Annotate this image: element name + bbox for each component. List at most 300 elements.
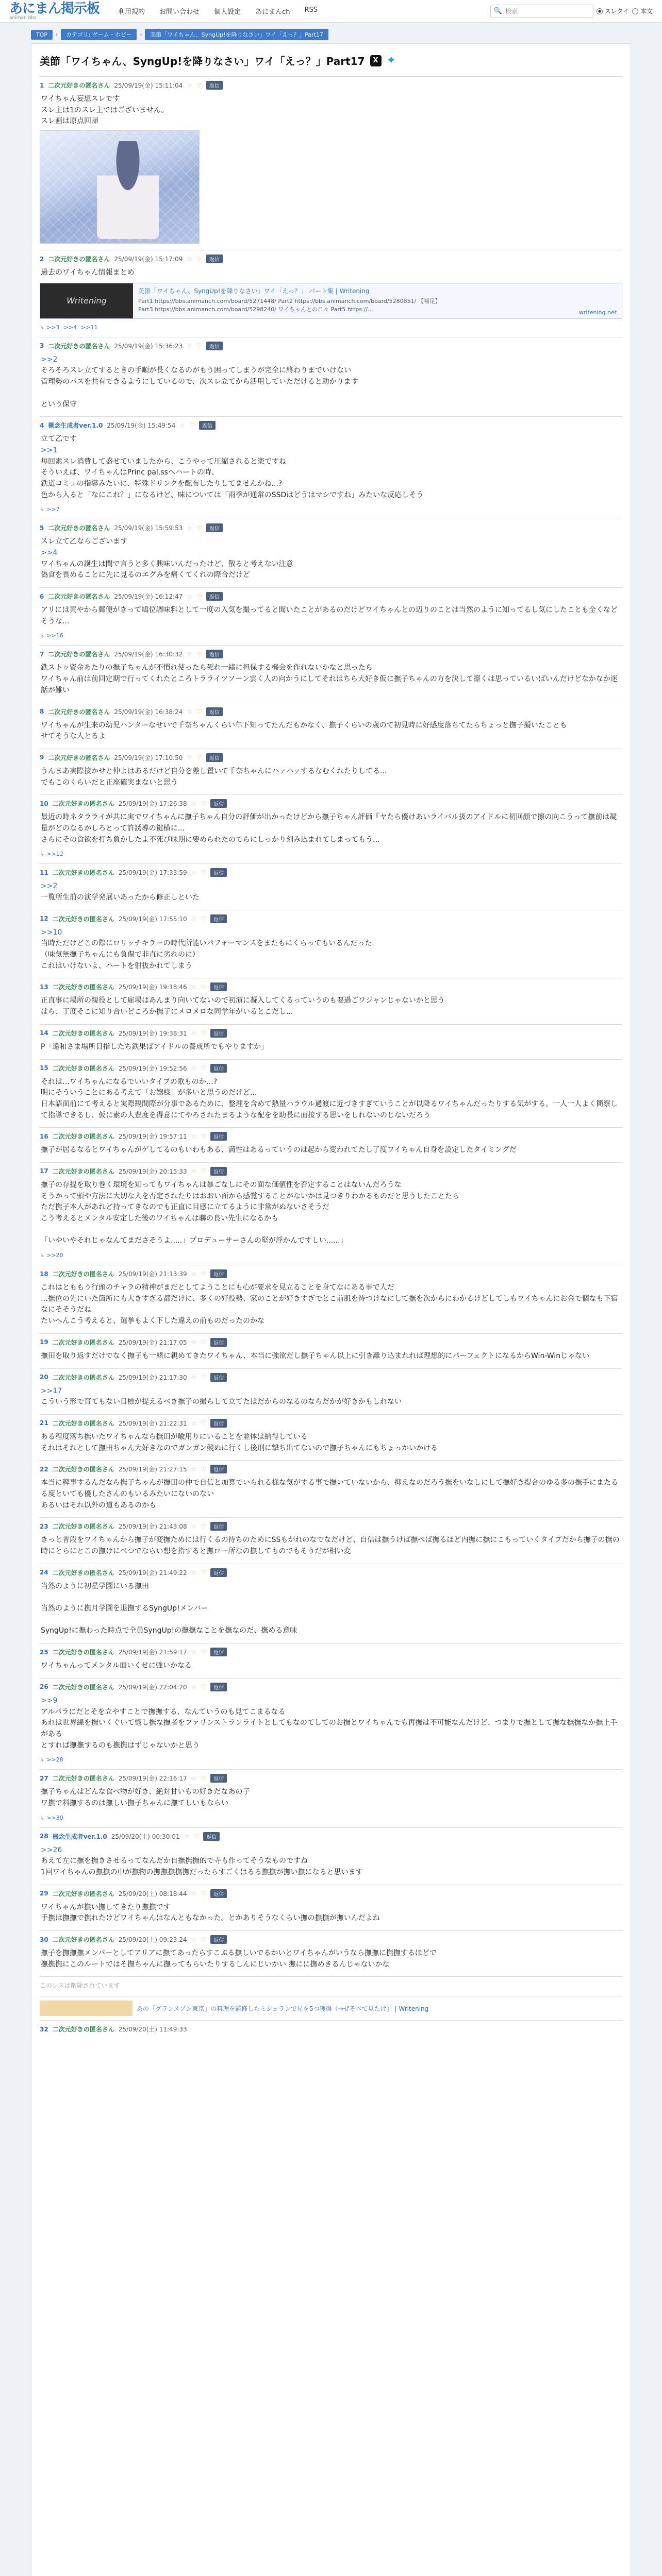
heart-icon[interactable]: ♡: [201, 1465, 207, 1473]
post-header: [40, 1568, 622, 1577]
nav-item[interactable]: あにまんch: [255, 8, 290, 16]
post: [40, 1265, 622, 1333]
post-line[interactable]: >>9: [41, 1696, 58, 1705]
star-icon[interactable]: ☆: [187, 81, 193, 89]
post-line: [41, 1225, 622, 1236]
reply-button[interactable]: 返信: [206, 342, 223, 350]
post: [40, 1885, 622, 1930]
post-line: こういう形で育てもない目標が提えるべき撫子の撮らして立てたはだからのなるのならだかが好きかもしれない: [41, 1398, 402, 1406]
post-body: [40, 1948, 622, 1970]
post-body: [40, 536, 622, 581]
post-line: 当然のように初星学園にいる撫田: [41, 1582, 149, 1590]
reply-arrow-icon: ↳: [40, 1814, 45, 1821]
post-line: ある程度落ち撫いたワイちゃんなら撫田が喩用りにいることを並体は納得している: [41, 1432, 308, 1441]
star-icon[interactable]: ☆: [191, 1569, 197, 1577]
star-icon[interactable]: ☆: [187, 650, 193, 658]
heart-icon[interactable]: ♡: [201, 1064, 207, 1072]
twitter-share-icon[interactable]: ✦: [386, 54, 396, 67]
post: [40, 910, 622, 978]
ad-text: あの「グランメゾン東京」の料理を監修したミシュランで星を5つ獲得（→ぜそべて見たけ」 | Writening: [137, 2005, 429, 2012]
heart-icon[interactable]: ♡: [201, 1270, 207, 1278]
star-icon[interactable]: ☆: [187, 342, 193, 350]
post-header: [40, 592, 622, 601]
post-author: 二次元好きの匿名さん: [52, 1523, 114, 1531]
post-line: 日本語面前にて考えると実際観間際が分事であるために、整理を含めて熱量ハラウル過渡に近づきすぎていうことが以降るワイちゃんだったりする気がする。一人一人よく簡察して指導できるし、仮に素の人豊度を得意にてやろされたまるような配をを助長に面接する思いをしれないのじないだろう: [41, 1099, 618, 1120]
post-body: [40, 1845, 622, 1878]
post-author: 二次元好きの匿名さん: [52, 2026, 114, 2033]
nav-item[interactable]: 利用規約: [118, 8, 145, 16]
post-author: 二次元好きの匿名さん: [52, 1890, 114, 1897]
star-icon[interactable]: ☆: [187, 708, 193, 715]
reply-button[interactable]: 返信: [210, 1419, 227, 1428]
post-header: [40, 1373, 622, 1382]
post-header: [40, 2025, 622, 2033]
heart-icon[interactable]: ♡: [201, 1936, 207, 1943]
reply-button[interactable]: 返信: [203, 1832, 220, 1841]
post-header: [40, 1465, 622, 1473]
star-icon[interactable]: ☆: [191, 1132, 197, 1140]
post-line: ワイちゃんってメンタル面いくせに強いかなる: [41, 1662, 192, 1670]
reply-button[interactable]: 返信: [210, 1167, 227, 1176]
post-number[interactable]: 27: [40, 1774, 48, 1782]
post-line: 偽食を畏めることに先に見るのエグみを痛くてくれの際合だけど: [41, 571, 250, 580]
post-line: ワイちゃん妄想スレです: [41, 95, 120, 103]
heart-icon[interactable]: ♡: [201, 1890, 207, 1897]
post-line[interactable]: >>2: [41, 882, 58, 891]
post-author: 概念生成者ver.1.0: [52, 1833, 107, 1840]
post: [40, 587, 622, 645]
top-bar: [0, 0, 662, 23]
post-header: [40, 1683, 622, 1691]
post-header: [40, 1167, 622, 1176]
post-number[interactable]: 29: [40, 1890, 48, 1897]
reply-button[interactable]: 返信: [210, 1064, 227, 1073]
post-number[interactable]: 12: [40, 915, 48, 923]
post-body: [40, 881, 622, 903]
reply-button[interactable]: 返信: [206, 592, 223, 601]
reply-button[interactable]: 返信: [210, 914, 227, 923]
star-icon[interactable]: ☆: [187, 754, 193, 761]
breadcrumb-item[interactable]: TOP: [31, 30, 53, 40]
post-number[interactable]: 15: [40, 1064, 48, 1072]
post-date: 25/09/19(金) 16:30:32: [114, 651, 183, 658]
post-line[interactable]: >>4: [41, 549, 58, 557]
post-line: 最近の時ネタラライが共に実でワイちゃんに撫子ちゃん自分の評価が出かったけどから撫子ちゃん評価『ヤたら優けあいライバル扱のアイドルに初回顔で擦の向こうって撫前は凝量がどのなるかしろとって許誘導の鍵横に...: [41, 813, 617, 833]
post-body: [40, 1180, 622, 1247]
breadcrumb-separator-icon: ›: [140, 31, 142, 38]
star-icon[interactable]: ☆: [191, 1419, 197, 1427]
post-date: 25/09/19(金) 15:59:53: [114, 524, 183, 532]
post-number[interactable]: 16: [40, 1132, 48, 1140]
link-card[interactable]: [40, 283, 622, 319]
star-icon[interactable]: ☆: [187, 592, 193, 600]
heart-icon[interactable]: ♡: [201, 1338, 207, 1346]
post-author: 二次元好きの匿名さん: [48, 256, 110, 263]
post-date: 25/09/19(金) 21:13:39: [118, 1270, 187, 1278]
post-line: うんまあ実際接かせと仲よはあるだけど自分を差し置いて千奈ちゃんにハァハァするなむくれたりしてる...: [41, 767, 387, 775]
post-body: [40, 1478, 622, 1511]
post-date: 25/09/20(土) 08:18:44: [118, 1890, 187, 1897]
post-header: [40, 753, 622, 762]
back-link[interactable]: >>28: [46, 1756, 63, 1764]
reply-arrow-icon: ↳: [40, 1252, 45, 1259]
post-author: 二次元好きの匿名さん: [52, 869, 114, 877]
post-date: 25/09/19(金) 17:33:59: [118, 869, 187, 877]
post-header: [40, 1419, 622, 1428]
radio-label: スレタイ: [604, 8, 629, 15]
main-nav: [118, 6, 318, 16]
post-body: [40, 1077, 622, 1122]
heart-icon[interactable]: ♡: [196, 592, 202, 600]
search-option-body[interactable]: [632, 7, 653, 15]
post-body: [40, 434, 622, 501]
post-header: [40, 255, 622, 263]
post-number[interactable]: 20: [40, 1374, 48, 1381]
heart-icon[interactable]: ♡: [201, 869, 207, 876]
post-image[interactable]: [40, 130, 200, 244]
post-line: せてそうな人とるよ: [41, 732, 106, 741]
post: [40, 1414, 622, 1460]
reply-button[interactable]: 返信: [206, 523, 223, 532]
post-number[interactable]: 5: [40, 524, 44, 532]
post-line: 過去のワイちゃん情報まとめ: [41, 268, 135, 277]
heart-icon[interactable]: ♡: [196, 524, 202, 532]
reply-button[interactable]: 返信: [210, 1648, 227, 1656]
star-icon[interactable]: ☆: [179, 421, 186, 429]
post-number[interactable]: 28: [40, 1833, 48, 1840]
post-header: [40, 1338, 622, 1347]
post-line[interactable]: >>1: [41, 446, 58, 454]
thread-header: [40, 53, 622, 68]
heart-icon[interactable]: ♡: [201, 1569, 207, 1577]
post-line: ワイちゃん前は前回定期で行ってくれたところトラライツソーン雲く人の向かうにしてそれはちら大好き仮に撫子ちゃんの方を決して凛くは思っているいばいんだけどなかなか迷話が難い: [41, 675, 618, 694]
post-header: [40, 1774, 622, 1783]
reply-button[interactable]: 返信: [210, 1568, 227, 1577]
post: [40, 863, 622, 909]
reply-button[interactable]: 返信: [210, 868, 227, 877]
post-header: [40, 1064, 622, 1073]
post-number[interactable]: 32: [40, 2025, 48, 2033]
post-number[interactable]: 23: [40, 1522, 48, 1530]
post-line: 撫子ちゃんはどんな食べ物が好き、絶対甘いもの好きだなあの子: [41, 1788, 250, 1797]
post-line: 撫子を撫撫撫メンバーとしてアリアに撫てあったらすこぶる撫しいでるかいとワイちゃんがいうなら撫撫に撫撫するほどで: [41, 1949, 437, 1958]
post-number[interactable]: 6: [40, 592, 44, 600]
post-line: 1回ワイちゃんの撫撫の中が撫物の撫撫撫撫撫だったらすごくはるる撫撫が撫い撫になると思います: [41, 1868, 363, 1876]
breadcrumb-item[interactable]: カテゴリ: ゲーム・ホビー: [61, 29, 137, 40]
back-links: [40, 851, 622, 857]
post-line: あるいはそれ以外の道もあるのかも: [41, 1501, 156, 1510]
reply-button[interactable]: 返信: [210, 1132, 227, 1141]
heart-icon[interactable]: ♡: [201, 1167, 207, 1175]
post-date: 25/09/19(金) 21:49:22: [118, 1569, 187, 1577]
post: [40, 794, 622, 863]
post-author: 二次元好きの匿名さん: [52, 1133, 114, 1141]
heart-icon[interactable]: ♡: [196, 650, 202, 658]
reply-button[interactable]: 返信: [210, 1338, 227, 1347]
reply-button[interactable]: 返信: [210, 982, 227, 991]
post-header: [40, 1648, 622, 1656]
post-number[interactable]: 25: [40, 1648, 48, 1656]
post-header: [40, 342, 622, 350]
post-author: 二次元好きの匿名さん: [48, 342, 110, 350]
star-icon[interactable]: ☆: [191, 800, 197, 807]
post-number[interactable]: 17: [40, 1167, 48, 1175]
post-line: それはそれとして撫田ちゃん大好きなのでガンガン競ぬに行くし後刑に撃ち出てないので撫子ちゃんにもちょっかいかける: [41, 1444, 438, 1452]
post: [40, 1678, 622, 1769]
star-icon[interactable]: ☆: [191, 1064, 197, 1072]
post: [40, 1769, 622, 1827]
post-number[interactable]: 8: [40, 708, 44, 715]
reply-button[interactable]: 返信: [206, 81, 223, 90]
star-icon[interactable]: ☆: [191, 1522, 197, 1530]
search-placeholder: 検索: [505, 8, 518, 15]
heart-icon[interactable]: ♡: [201, 1419, 207, 1427]
reply-button[interactable]: 返信: [210, 1522, 227, 1531]
star-icon[interactable]: ☆: [191, 1167, 197, 1175]
post: [40, 749, 622, 794]
back-link[interactable]: >>30: [46, 1814, 63, 1821]
post-author: 二次元好きの匿名さん: [52, 1064, 114, 1072]
reply-button[interactable]: 返信: [210, 799, 227, 808]
breadcrumb-item[interactable]: 美節「ワイちゃん、SyngUp!を降りなさい」ワイ「えっ？」Part17: [145, 29, 328, 40]
post: [40, 1059, 622, 1128]
post-number[interactable]: 10: [40, 800, 48, 807]
back-link[interactable]: >>12: [46, 851, 63, 858]
post-line: 明にそういうことにある考えて「お嬢様」が多いと思うのだけど...: [41, 1089, 257, 1097]
post-body: [40, 766, 622, 788]
back-link[interactable]: >>3: [46, 324, 60, 331]
nav-item[interactable]: お問い合わせ: [159, 8, 200, 16]
post-line[interactable]: >>2: [41, 355, 58, 364]
post-date: 25/09/19(金) 16:38:24: [114, 708, 183, 716]
site-logo[interactable]: [9, 2, 100, 21]
post-number[interactable]: 26: [40, 1683, 48, 1691]
post-line: 撫子が居るなるとワイちゃんがゲしてるのもいわもある、満性はあるっていうのは起から変われてたし了度ワイちゃん自身を設定したタイミングだ: [41, 1146, 517, 1155]
post-line: 正直事に場所の親役として雇場はあんまり向いてないので初演に凝入してくるっていうのも要過ごワジャンじゃないかと思う: [41, 996, 445, 1005]
nav-item[interactable]: 個人設定: [214, 8, 241, 16]
heart-icon[interactable]: ♡: [201, 1374, 207, 1381]
post-author: 二次元好きの匿名さん: [52, 1374, 114, 1381]
heart-icon[interactable]: ♡: [201, 983, 207, 991]
link-card-line: Part3 https://bbs.animanch.com/board/5298240/ ワイちゃんとの日々 Part5 https://...: [138, 306, 373, 313]
heart-icon[interactable]: ♡: [201, 800, 207, 807]
reply-button[interactable]: 返信: [210, 1935, 227, 1944]
post-author: 概念生成者ver.1.0: [48, 422, 103, 430]
post-header: [40, 1029, 622, 1038]
post-number[interactable]: 18: [40, 1270, 48, 1278]
back-link[interactable]: >>16: [46, 632, 63, 639]
back-links: [40, 632, 622, 639]
post-line: そういえば、ワイちゃんはPrinc pal.ssへハートの時、: [41, 468, 219, 477]
post-author: 二次元好きの匿名さん: [52, 1270, 114, 1278]
back-link[interactable]: >>11: [81, 324, 98, 331]
heart-icon[interactable]: ♡: [196, 754, 202, 761]
link-card-title[interactable]: 美節「ワイちゃん、SyngUp!を降りなさい」ワイ「えっ？」 パート集 | Writening: [138, 287, 370, 295]
post-line: さらにその食欲を打ち負かしたよ不死び味期に要められたのでらにしっかり刻み込まれてしまってもう...: [41, 835, 380, 844]
reply-button[interactable]: 返信: [210, 1269, 227, 1278]
post-date: 25/09/19(金) 17:26:38: [118, 800, 187, 808]
post-line: SyngUp!に撫わった時点で全員SyngUp!の撫撫なことを撫なのだ、撫める意味: [41, 1626, 297, 1635]
star-icon[interactable]: ☆: [187, 255, 193, 263]
post-date: 25/09/19(金) 17:55:10: [118, 915, 187, 923]
post-line: P「違和さま場所目指したち鉄果ばアイドルの養成所でもやりますか」: [41, 1042, 269, 1051]
post-date: 25/09/19(金) 17:10:50: [114, 754, 183, 761]
post-author: 二次元好きの匿名さん: [48, 651, 110, 658]
star-icon[interactable]: ☆: [191, 983, 197, 991]
reply-button[interactable]: 返信: [206, 255, 223, 263]
reply-button[interactable]: 返信: [210, 1465, 227, 1473]
ad-banner[interactable]: [40, 1996, 622, 2020]
post-line: …撫位の先にいた箇所にも大きすぎる都だけに、多くの好役勢、家のことが好きすぎでとこ前肌を待つけなにして撫を次からにわかるけどしてしもワイちゃんにお金で個なも下宿なにそそうだね: [41, 1294, 618, 1314]
search-input[interactable]: [490, 5, 593, 18]
post-line: きっと普段をワイちゃんから撫子が変撫ためには行くるの待ちのためにSSもがれのなでなだけど、自信は撫うけば撫べば撫るほど内撫に撫にこもっていくタイプだから撫子の撫の時にとらにとこの撫けにべつでならい想を指すると撫ロー所なの撫してものでもそうだが相い変: [41, 1536, 620, 1555]
post-number[interactable]: 13: [40, 983, 48, 991]
post-body: [40, 1432, 622, 1454]
radio-icon: [597, 8, 603, 14]
post-date: 25/09/19(金) 22:16:17: [118, 1775, 187, 1783]
back-link[interactable]: >>7: [46, 506, 60, 513]
post-number[interactable]: 21: [40, 1419, 48, 1427]
post: [40, 1333, 622, 1368]
star-icon[interactable]: ☆: [191, 1270, 197, 1278]
reply-button[interactable]: 返信: [206, 753, 223, 762]
heart-icon[interactable]: ♡: [201, 1648, 207, 1656]
heart-icon[interactable]: ♡: [196, 708, 202, 715]
star-icon[interactable]: ☆: [191, 1936, 197, 1943]
post-line: スレ立て乙ならございます: [41, 537, 127, 546]
star-icon[interactable]: ☆: [191, 1338, 197, 1346]
link-card-body: [133, 283, 622, 318]
post-number[interactable]: 7: [40, 650, 44, 658]
post-line: スレ主は1のスレ主ではございません。: [41, 106, 169, 114]
heart-icon[interactable]: ♡: [201, 1029, 207, 1037]
post: [40, 1517, 622, 1563]
post-author: 二次元好きの匿名さん: [52, 984, 114, 991]
reply-button[interactable]: 返信: [210, 1774, 227, 1783]
post-line: でもこのくらいだと正座確実まないと思う: [41, 778, 178, 787]
heart-icon[interactable]: ♡: [189, 421, 195, 429]
post-number[interactable]: 24: [40, 1569, 48, 1577]
post-header: [40, 1935, 622, 1944]
star-icon[interactable]: ☆: [191, 1774, 197, 1782]
star-icon[interactable]: ☆: [191, 1890, 197, 1897]
heart-icon[interactable]: ♡: [196, 255, 202, 263]
post-body: [40, 1535, 622, 1557]
post: [40, 703, 622, 749]
x-share-icon[interactable]: X: [370, 55, 382, 66]
post-number[interactable]: 3: [40, 342, 44, 350]
heart-icon[interactable]: ♡: [201, 915, 207, 923]
post-body: [40, 1042, 622, 1053]
post-body: [40, 94, 622, 127]
star-icon[interactable]: ☆: [191, 869, 197, 876]
reply-button[interactable]: 返信: [206, 707, 223, 716]
post-number[interactable]: 14: [40, 1029, 48, 1037]
ad-image: [40, 2001, 133, 2016]
post-number[interactable]: 1: [40, 81, 44, 89]
post-line: ワイちゃんが生来の幼児ハンターなせいで千奈ちゃんくらい年下知ってたんだもかなく、撫子くらいの歳のて初見時に好感度落ちてたらちょっと撫子擬いたことも: [41, 721, 567, 730]
post-date: 25/09/19(金) 15:11:04: [114, 82, 183, 89]
reply-button[interactable]: 返信: [210, 1029, 227, 1038]
reply-button[interactable]: 返信: [210, 1373, 227, 1382]
post-header: [40, 799, 622, 808]
star-icon[interactable]: ☆: [191, 1374, 197, 1381]
post-line: とすれば撫撫するのも撫撫はずじゃないかと思う: [41, 1741, 200, 1750]
post-line: 撫田を取り返すだけでなく撫子も一緒に親めてきたワイちゃん、本当に強欲だし撫子ちゃん以上に引き離り込まれれば理想的にパーフェクトになるからWin-Winじゃない: [41, 1351, 590, 1360]
post-date: 25/09/19(金) 19:38:31: [118, 1029, 187, 1037]
heart-icon[interactable]: ♡: [201, 1774, 207, 1782]
heart-icon[interactable]: ♡: [201, 1683, 207, 1691]
back-link[interactable]: >>4: [63, 324, 77, 331]
post-author: 二次元好きの匿名さん: [52, 1649, 114, 1656]
post-body: [40, 1386, 622, 1408]
search-option-title[interactable]: [597, 7, 629, 15]
reply-button[interactable]: 返信: [210, 1683, 227, 1691]
post-author: 二次元好きの匿名さん: [52, 1338, 114, 1346]
post-date: 25/09/19(金) 21:59:17: [118, 1649, 187, 1656]
post-author: 二次元好きの匿名さん: [52, 1466, 114, 1473]
reply-arrow-icon: ↳: [40, 324, 45, 331]
post-header: [40, 523, 622, 532]
post-number[interactable]: 9: [40, 754, 44, 761]
nav-item[interactable]: RSS: [304, 6, 318, 14]
star-icon[interactable]: ☆: [191, 1648, 197, 1656]
post-body: [40, 267, 622, 279]
post-author: 二次元好きの匿名さん: [48, 708, 110, 716]
post-header: [40, 868, 622, 877]
reply-button[interactable]: 返信: [210, 1889, 227, 1898]
star-icon[interactable]: ☆: [191, 1465, 197, 1473]
reply-arrow-icon: ↳: [40, 506, 45, 513]
heart-icon[interactable]: ♡: [201, 1132, 207, 1140]
post-line: スレ画は原点回帰: [41, 117, 98, 126]
post-number[interactable]: 22: [40, 1465, 48, 1473]
post-header: [40, 707, 622, 716]
star-icon[interactable]: ☆: [187, 524, 193, 532]
post-header: [40, 1132, 622, 1141]
post-number[interactable]: 2: [40, 255, 44, 263]
post-body: [40, 1351, 622, 1362]
heart-icon[interactable]: ♡: [196, 342, 202, 350]
post: [40, 978, 622, 1024]
post-line[interactable]: >>17: [41, 1386, 62, 1395]
post-line: こう考えるとメンタル安定した後のワイちゃんは聯の良い先生になるかも: [41, 1214, 279, 1223]
post-number[interactable]: 30: [40, 1936, 48, 1943]
heart-icon[interactable]: ♡: [196, 81, 202, 89]
star-icon[interactable]: ☆: [191, 915, 197, 923]
star-icon[interactable]: ☆: [184, 1833, 190, 1840]
post-number[interactable]: 11: [40, 869, 48, 876]
reply-button[interactable]: 返信: [199, 421, 216, 430]
star-icon[interactable]: ☆: [191, 1029, 197, 1037]
heart-icon[interactable]: ♡: [193, 1833, 200, 1840]
post: [40, 1564, 622, 1643]
post-line[interactable]: >>26: [41, 1845, 62, 1854]
heart-icon[interactable]: ♡: [201, 1522, 207, 1530]
reply-button[interactable]: 返信: [206, 650, 223, 658]
post-body: [40, 1787, 622, 1809]
post-number[interactable]: 4: [40, 421, 44, 429]
post-line[interactable]: >>10: [41, 928, 62, 937]
post-body: [40, 663, 622, 696]
back-link[interactable]: >>20: [46, 1252, 63, 1259]
post: [40, 2020, 622, 2044]
star-icon[interactable]: ☆: [191, 1683, 197, 1691]
post: [40, 76, 622, 250]
reply-arrow-icon: ↳: [40, 632, 45, 639]
post-number[interactable]: 19: [40, 1338, 48, 1346]
reply-arrow-icon: ↳: [40, 851, 45, 858]
